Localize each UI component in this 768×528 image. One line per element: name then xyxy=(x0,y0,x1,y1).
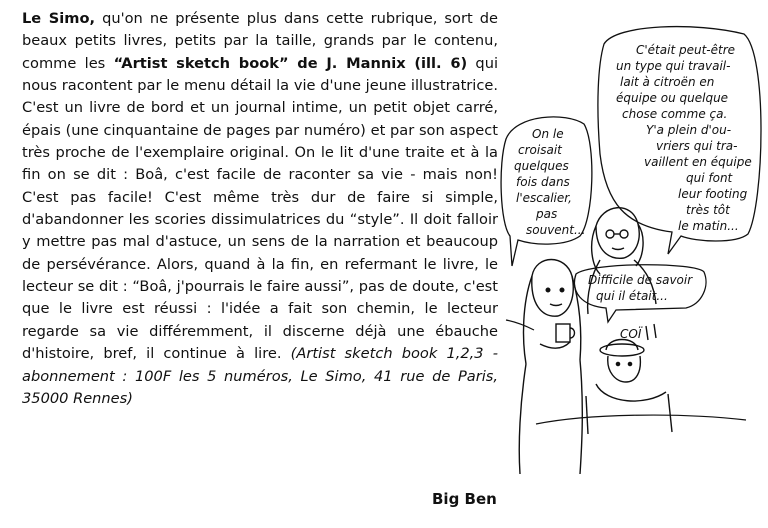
bubble-right-line: leur footing xyxy=(678,187,748,201)
bubble-right-line: un type qui travail- xyxy=(616,59,731,73)
bubble-right-line: chose comme ça. xyxy=(622,107,728,121)
bubble-right-text xyxy=(616,43,756,233)
bubble-left-line: On le xyxy=(532,127,564,141)
bubble-left-text xyxy=(514,127,585,237)
table-line xyxy=(536,415,746,424)
bubble-left-line: souvent... xyxy=(526,223,586,237)
article-text xyxy=(22,8,498,410)
bubble-left-line: croisait xyxy=(518,143,562,157)
bubble-right-line: équipe ou quelque xyxy=(616,91,729,105)
article-text-part-2: qui nous racontent par le menu détail la vie d'une jeune illustratrice. C'est un livre de bord et un journal intime, un petit objet carré, épais (une cinquantaine de pages par numéro) et par son aspect très proche de l'exemplaire original. On le lit d'une traite et à la fin on se dit : Boâ, c'est facile de raconter sa vie - mais non! C'est pas facile! C'est même très dur de faire si simple, d'abandonner les scories dissimulatrices du “style”. Il doit falloir y mettre pas mal d'astuce, un sens de la narration et beaucoup de persévérance. Alors, quand à la fin, en refermant le livre, le lecteur se dit : “Boâ, j'pourrais le faire aussi”, pas de doute, c'est que le livre est réussi : l'idée a fait son chemin, le lecteur regarde sa vie différemment, il discerne déjà une ébauche d'histoire, bref, il continue à lire. xyxy=(22,54,498,363)
bubble-right-line: très tôt xyxy=(686,203,730,217)
bubble-left-line: fois dans xyxy=(516,175,570,189)
bubble-left-line: l'escalier, xyxy=(516,191,572,205)
article-paragraph xyxy=(22,8,498,410)
bubble-bottom-line: qui il était... xyxy=(596,289,668,303)
bubble-right-line: lait à citroën en xyxy=(620,75,715,89)
sound-effect-text: COÏ xyxy=(620,327,642,341)
girl-figure xyxy=(519,260,582,475)
book-title: “Artist sketch book” de J. Mannix (ill. 6) xyxy=(113,54,468,72)
bubble-right-line: C'était peut-être xyxy=(636,43,736,57)
bubble-right-line: Y'a plein d'ou- xyxy=(646,123,732,137)
table-edge xyxy=(506,320,534,330)
bubble-left-line: quelques xyxy=(514,159,569,173)
publisher-name: Le Simo, xyxy=(22,10,96,27)
bubble-right-line: le matin... xyxy=(678,219,739,233)
comic-illustration xyxy=(496,4,766,494)
bubble-right-line: vriers qui tra- xyxy=(656,139,738,153)
bubble-bottom-line: Difficile de savoir xyxy=(588,273,693,287)
author-signature: Big Ben xyxy=(432,490,497,508)
bubble-left-line: pas xyxy=(536,207,558,221)
bubble-right-line: qui font xyxy=(686,171,733,185)
citation: (Artist sketch book 1,2,3 - abonnement : 100F les 5 numéros, Le Simo, 41 rue de Paris, 35000 Rennes) xyxy=(22,345,498,407)
bubble-bottom-text xyxy=(588,273,696,303)
article-text-part-1: qu'on ne présente plus dans cette rubrique, sort de beaux petits livres, petits par la taille, grands par le contenu, comme les xyxy=(22,10,498,72)
hat-figure xyxy=(586,324,672,434)
sketch-drawing xyxy=(496,4,766,494)
bubble-right-line: vaillent en équipe xyxy=(644,155,752,169)
